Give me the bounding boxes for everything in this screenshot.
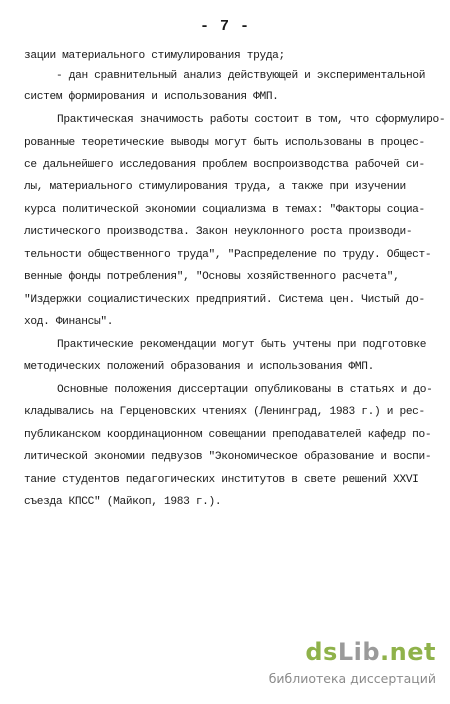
text-line: рованные теоретические выводы могут быть использованы в процес- <box>24 137 425 149</box>
watermark-logo-ds: ds <box>305 638 338 666</box>
text-line: литической экономии педвузов "Экономическое образование и воспи- <box>24 451 432 463</box>
watermark-logo-net: .net <box>380 638 436 666</box>
text-line: венные фонды потребления", "Основы хозяйственного расчета", <box>24 271 400 283</box>
text-line: Практическая значимость работы состоит в том, что сформулиро- <box>57 114 446 126</box>
watermark-logo <box>305 638 436 666</box>
text-line: се дальнейшего исследования проблем воспроизводства рабочей си- <box>24 159 425 171</box>
text-line: "Издержки социалистических предприятий. Система цен. Чистый до- <box>24 294 425 306</box>
text-line: тельности общественного труда", "Распределение по труду. Общест- <box>24 249 432 261</box>
text-line: ход. Финансы". <box>24 316 114 328</box>
page-number: - 7 - <box>199 18 250 35</box>
text-line: Основные положения диссертации опубликованы в статьях и до- <box>57 384 433 396</box>
text-line: курса политической экономии социализма в темах: "Факторы социа- <box>24 204 425 216</box>
text-line: - дан сравнительный анализ действующей и экспериментальной <box>56 70 426 82</box>
text-line: листического производства. Закон неуклонного роста производи- <box>24 226 413 238</box>
text-line: зации материального стимулирования труда; <box>24 50 285 62</box>
text-line: тание студентов педагогических институтов в свете решений XXVI <box>24 474 419 486</box>
text-line: методических положений образования и использования ФМП. <box>24 361 374 373</box>
text-line: Практические рекомендации могут быть учтены при подготовке <box>57 339 427 351</box>
watermark-logo-lib: Lib <box>337 638 381 666</box>
text-line: кладывались на Герценовских чтениях (Ленинград, 1983 г.) и рес- <box>24 406 425 418</box>
text-line: систем формирования и использования ФМП. <box>24 91 279 103</box>
text-line: съезда КПСС" (Майкоп, 1983 г.). <box>24 496 222 508</box>
text-line: лы, материального стимулирования труда, а также при изучении <box>24 181 406 193</box>
watermark <box>236 638 436 694</box>
text-line: публиканском координационном совещании преподавателей кафедр по- <box>24 429 432 441</box>
watermark-subtitle: библиотека диссертаций <box>268 671 436 686</box>
